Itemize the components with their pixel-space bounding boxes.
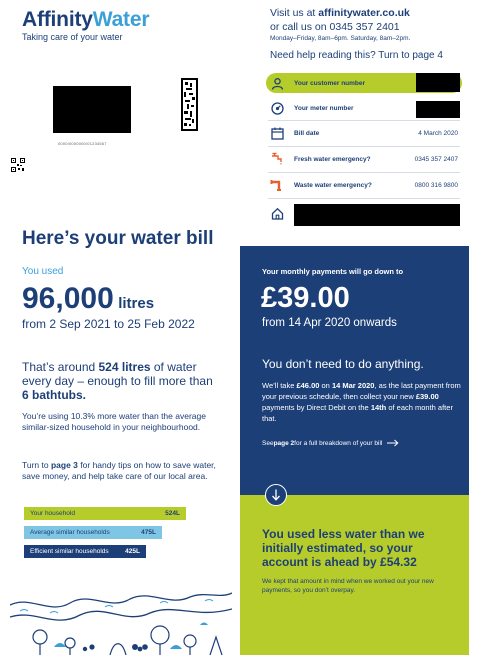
schedule-part: payments by Direct Debit on the — [262, 403, 371, 412]
daily-litres: 524 litres — [98, 360, 151, 374]
barcode — [181, 78, 198, 131]
payment-amount: £39.00 — [261, 282, 350, 314]
usage-bar-label: Average similar households — [30, 529, 110, 536]
fresh-water-phone[interactable]: 0345 357 2407 — [414, 155, 458, 163]
usage-bar — [24, 526, 162, 539]
schedule-part: on — [319, 381, 332, 390]
visit-prefix: Visit us at — [270, 7, 319, 19]
bathtubs-count: 6 bathtubs. — [22, 388, 87, 402]
right-arrow-icon — [387, 439, 399, 447]
daily-usage-part: of water every day – enough to fill more than — [22, 360, 213, 388]
account-note: We kept that amount in mind when we worked out your new payments, so you don’t overpay. — [262, 578, 434, 594]
usage-bar — [24, 507, 186, 520]
row-divider — [268, 198, 460, 199]
tips-page-ref: page 3 — [50, 460, 78, 470]
used-label: You used — [22, 266, 64, 277]
call-line: or call us on 0345 357 2401 — [270, 21, 400, 33]
row-divider — [268, 172, 460, 173]
schedule-part: , as the last payment from your previous schedule, then collect your new — [262, 381, 461, 401]
website-link[interactable]: affinitywater.co.uk — [318, 7, 410, 19]
qr-code — [11, 158, 25, 172]
schedule-part: We’ll take — [262, 381, 297, 390]
opening-hours: Monday–Friday, 8am–6pm. Saturday, 8am–2pm. — [270, 35, 411, 42]
last-payment-amount: £46.00 — [296, 381, 320, 390]
waste-water-phone[interactable]: 0800 316 9800 — [414, 181, 458, 189]
no-action-text: You don’t need to do anything. — [262, 357, 424, 371]
schedule-text — [262, 380, 462, 424]
brand-logo — [22, 8, 149, 32]
tips-part: Turn to — [22, 460, 51, 470]
schedule-part: of each month after that. — [262, 403, 453, 423]
new-payment-amount: £39.00 — [415, 392, 439, 401]
fresh-water-row — [266, 149, 462, 169]
meter-number-label: Your meter number — [294, 104, 354, 112]
usage-bar — [24, 545, 146, 558]
litres-used — [22, 282, 154, 316]
brand-name-part2: Water — [92, 8, 150, 31]
breakdown-part: for a full breakdown of your bill — [294, 439, 383, 447]
person-icon — [270, 76, 284, 90]
litres-value: 96,000 — [22, 282, 114, 315]
redacted-customer-number — [416, 73, 460, 92]
bill-date-row — [266, 123, 462, 143]
tips-text — [22, 460, 222, 482]
daily-usage-part: That’s around — [22, 360, 99, 374]
pipe-icon — [270, 178, 284, 192]
account-heading: You used less water than we initially estimated, so your account is ahead by £54.32 — [262, 527, 425, 569]
usage-bar-label: Efficient similar households — [30, 548, 109, 555]
payment-day: 14th — [370, 403, 387, 412]
row-divider — [268, 146, 460, 147]
bill-date-label: Bill date — [294, 129, 320, 137]
customer-number-label: Your customer number — [294, 79, 366, 87]
waste-water-label: Waste water emergency? — [294, 181, 372, 189]
help-text: Need help reading this? Turn to page 4 — [270, 50, 443, 61]
comparison-text: You’re using 10.3% more water than the average similar-sized household in your neighbourhood. — [22, 411, 206, 432]
meter-icon — [270, 101, 284, 115]
payment-start: from 14 Apr 2020 onwards — [262, 317, 397, 329]
waste-water-row — [266, 175, 462, 195]
redacted-property-address — [294, 204, 460, 226]
usage-period: from 2 Sep 2021 to 25 Feb 2022 — [22, 317, 195, 331]
row-divider — [268, 120, 460, 121]
house-icon — [270, 206, 284, 220]
brand-name-part1: Affinity — [22, 8, 93, 31]
tips-part: for handy tips on how to save water, save money, and help take care of our local area. — [22, 460, 216, 481]
redacted-address — [53, 86, 131, 133]
breakdown-link[interactable] — [262, 439, 399, 447]
account-panel — [240, 495, 469, 655]
calendar-icon — [270, 126, 284, 140]
payments-heading: Your monthly payments will go down to — [262, 267, 404, 276]
usage-bar-value: 425L — [125, 548, 140, 555]
contact-block — [270, 6, 410, 34]
usage-bar-value: 475L — [141, 529, 156, 536]
last-payment-date: 14 Mar 2020 — [331, 381, 375, 390]
down-arrow-icon — [265, 484, 287, 506]
bill-date-value: 4 March 2020 — [418, 129, 458, 137]
brand-tagline: Taking care of your water — [22, 32, 123, 42]
usage-bar-label: Your household — [30, 510, 75, 517]
reference-code: 0000/0000000/01234567 — [58, 141, 107, 146]
daily-usage-text — [22, 360, 222, 402]
fresh-water-label: Fresh water emergency? — [294, 155, 371, 163]
litres-unit: litres — [118, 295, 155, 312]
breakdown-page-ref: page 2 — [273, 439, 295, 447]
usage-bar-value: 524L — [165, 510, 180, 517]
redacted-meter-number — [416, 101, 460, 118]
bill-heading: Here’s your water bill — [22, 228, 214, 249]
tap-icon — [270, 152, 284, 166]
breakdown-part: See — [262, 439, 274, 447]
river-illustration — [10, 585, 232, 657]
